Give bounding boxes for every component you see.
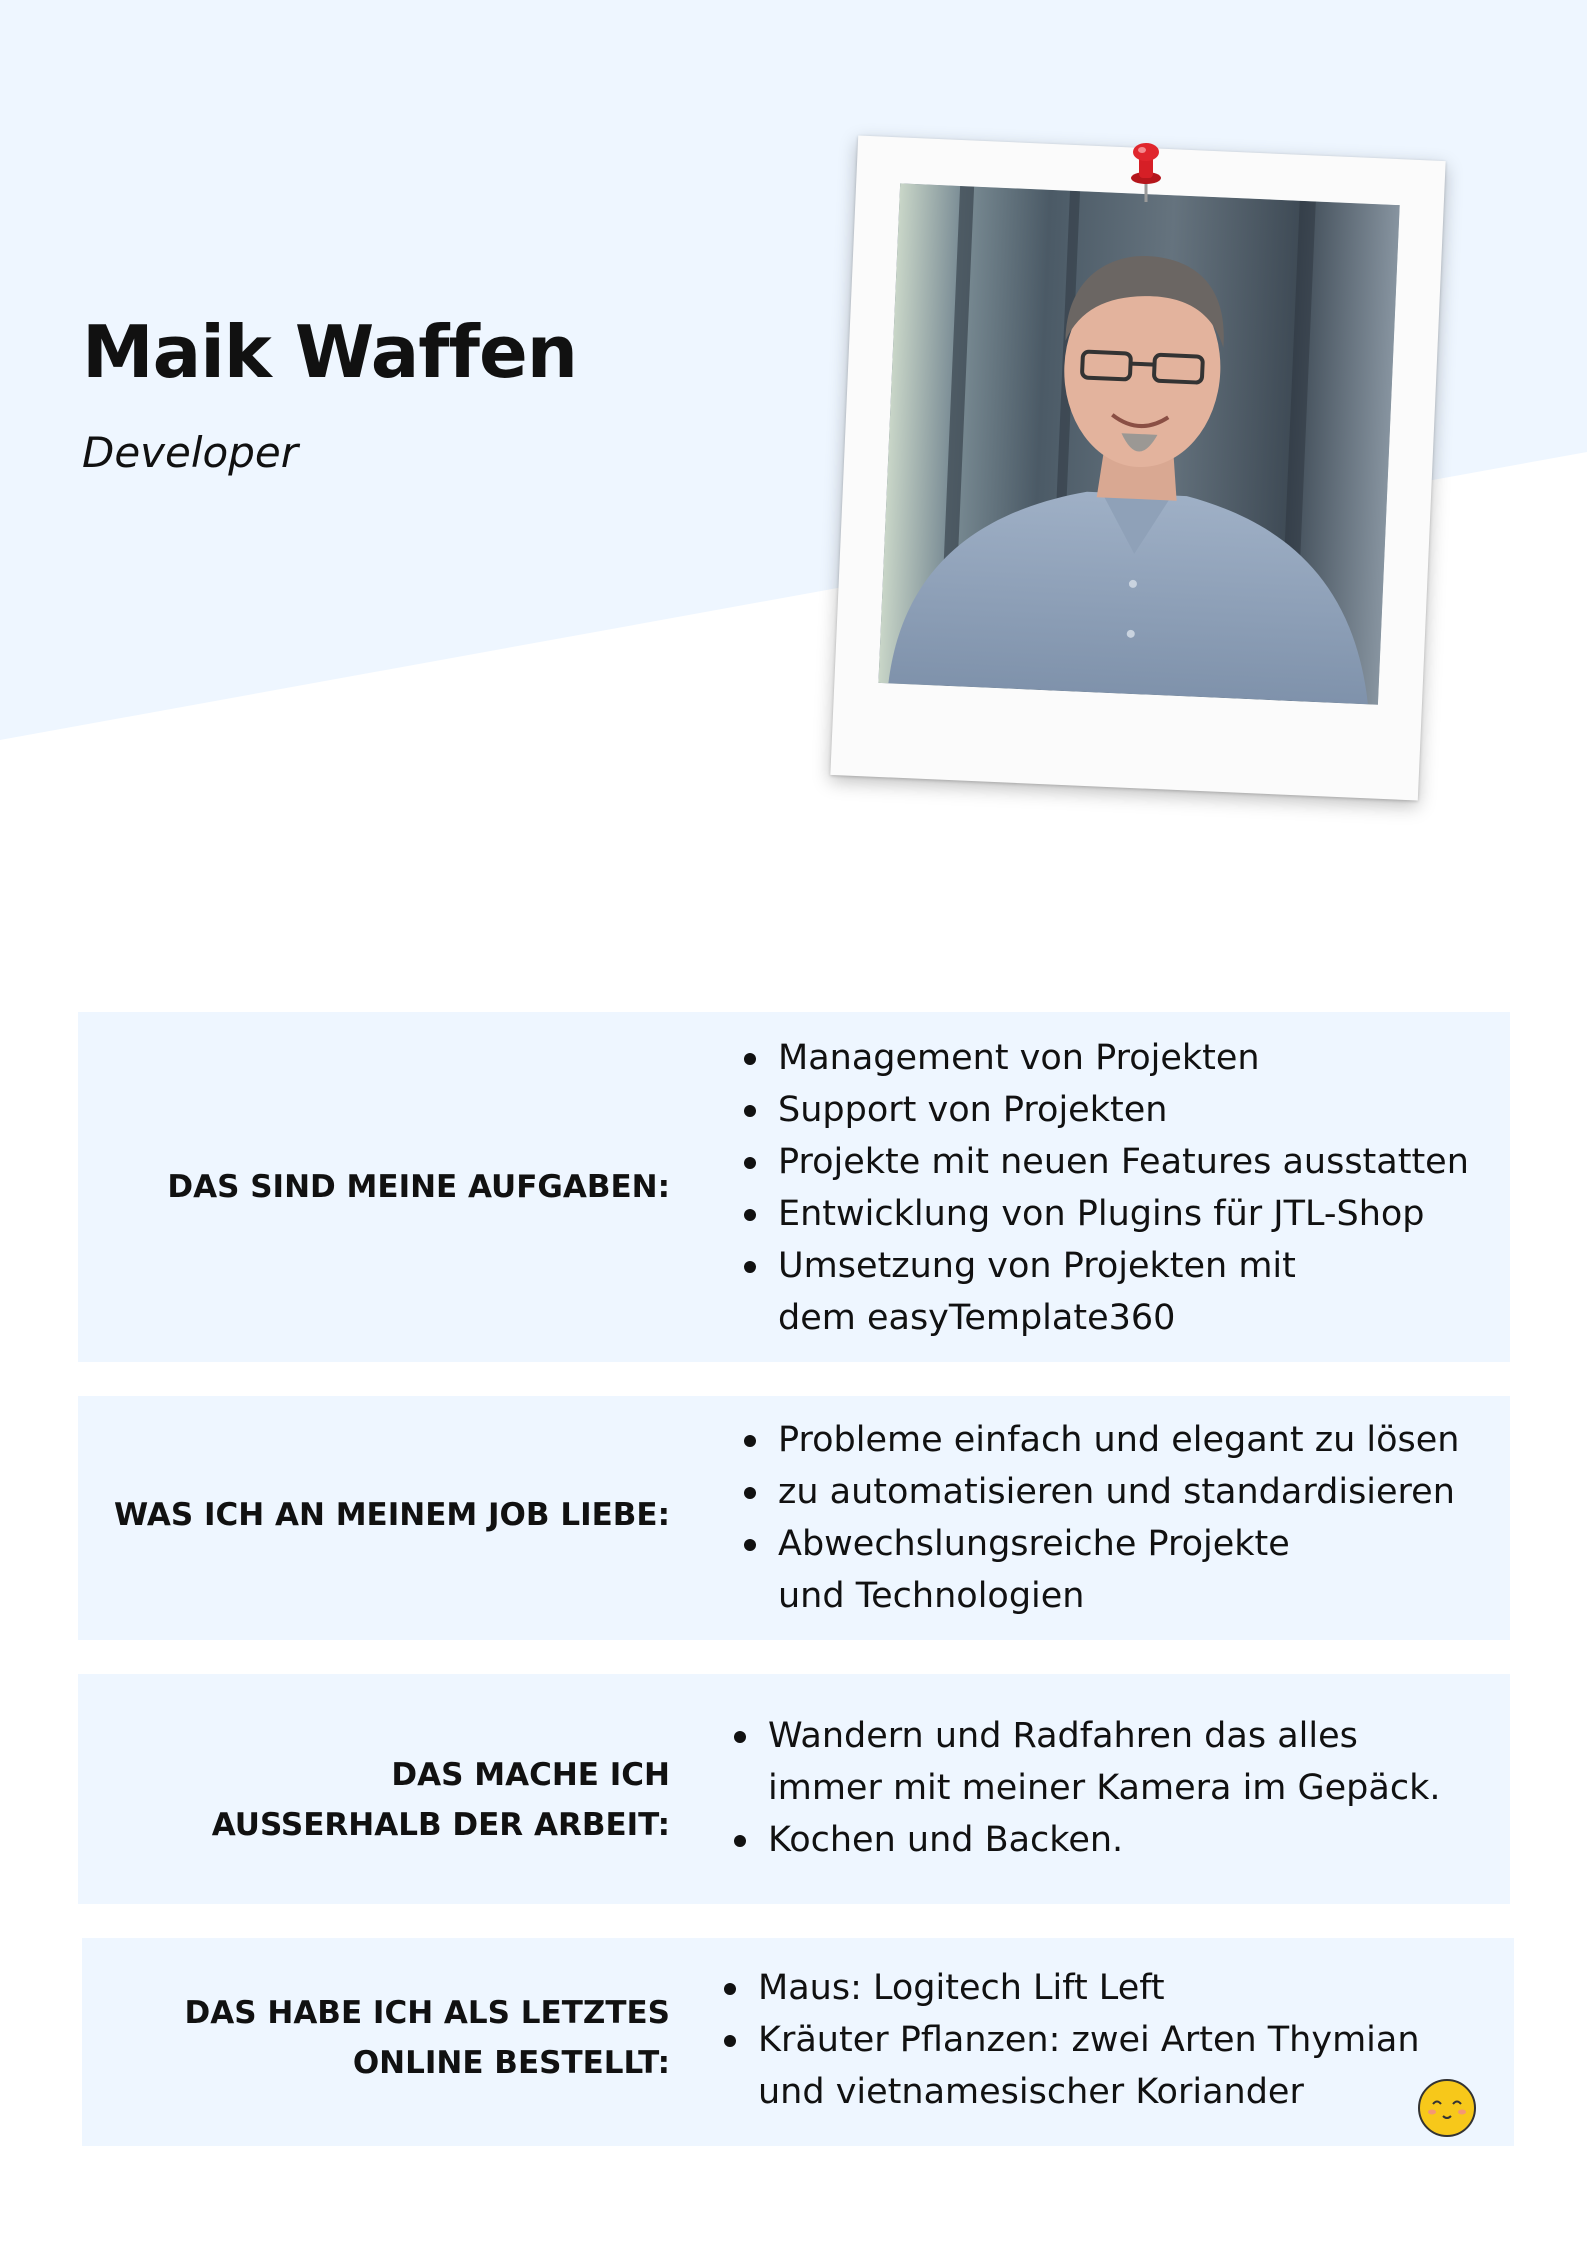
section-label <box>110 1750 670 1850</box>
section-label <box>110 1490 670 1540</box>
list-item: Kochen und Backen. <box>768 1814 1508 1866</box>
list-item: Management von Projekten <box>778 1032 1518 1084</box>
section-list <box>738 1414 1518 1622</box>
polaroid-photo-frame <box>830 135 1445 800</box>
list-item: Support von Projekten <box>778 1084 1518 1136</box>
list-item: Umsetzung von Projekten mit dem easyTemplate360 <box>778 1240 1378 1344</box>
section-list <box>738 1032 1518 1344</box>
list-item: Wandern und Radfahren das alles immer mit meiner Kamera im Gepäck. <box>768 1710 1468 1814</box>
section-label <box>110 1988 670 2088</box>
smiley-face-icon <box>1417 2078 1477 2138</box>
section-last-order <box>82 1938 1514 2146</box>
list-item: Abwechslungsreiche Projekte und Technologien <box>778 1518 1338 1622</box>
section-label-line: DAS HABE ICH ALS LETZTES <box>184 1995 670 2031</box>
section-job-love <box>78 1396 1510 1640</box>
list-item: Probleme einfach und elegant zu lösen <box>778 1414 1518 1466</box>
section-label-line: DAS SIND MEINE AUFGABEN: <box>167 1169 670 1205</box>
section-label-line: AUSSERHALB DER ARBEIT: <box>211 1807 670 1843</box>
section-label-line: WAS ICH AN MEINEM JOB LIEBE: <box>114 1497 670 1533</box>
section-free-time <box>78 1674 1510 1904</box>
person-name: Maik Waffen <box>82 310 578 394</box>
portrait-photo <box>878 183 1399 704</box>
list-item: Maus: Logitech Lift Left <box>758 1962 1498 2014</box>
list-item: Entwicklung von Plugins für JTL-Shop <box>778 1188 1518 1240</box>
list-item: Kräuter Pflanzen: zwei Arten Thymian und vietnamesischer Koriander <box>758 2014 1438 2118</box>
list-item: zu automatisieren und standardisieren <box>778 1466 1518 1518</box>
section-list <box>718 1962 1498 2118</box>
section-label-line: DAS MACHE ICH <box>391 1757 670 1793</box>
section-list <box>728 1710 1508 1866</box>
section-label <box>110 1162 670 1212</box>
section-label-line: ONLINE BESTELLT: <box>352 2045 670 2081</box>
section-tasks <box>78 1012 1510 1362</box>
list-item: Projekte mit neuen Features ausstatten <box>778 1136 1518 1188</box>
pushpin-icon <box>1126 140 1166 204</box>
person-role: Developer <box>82 428 299 477</box>
